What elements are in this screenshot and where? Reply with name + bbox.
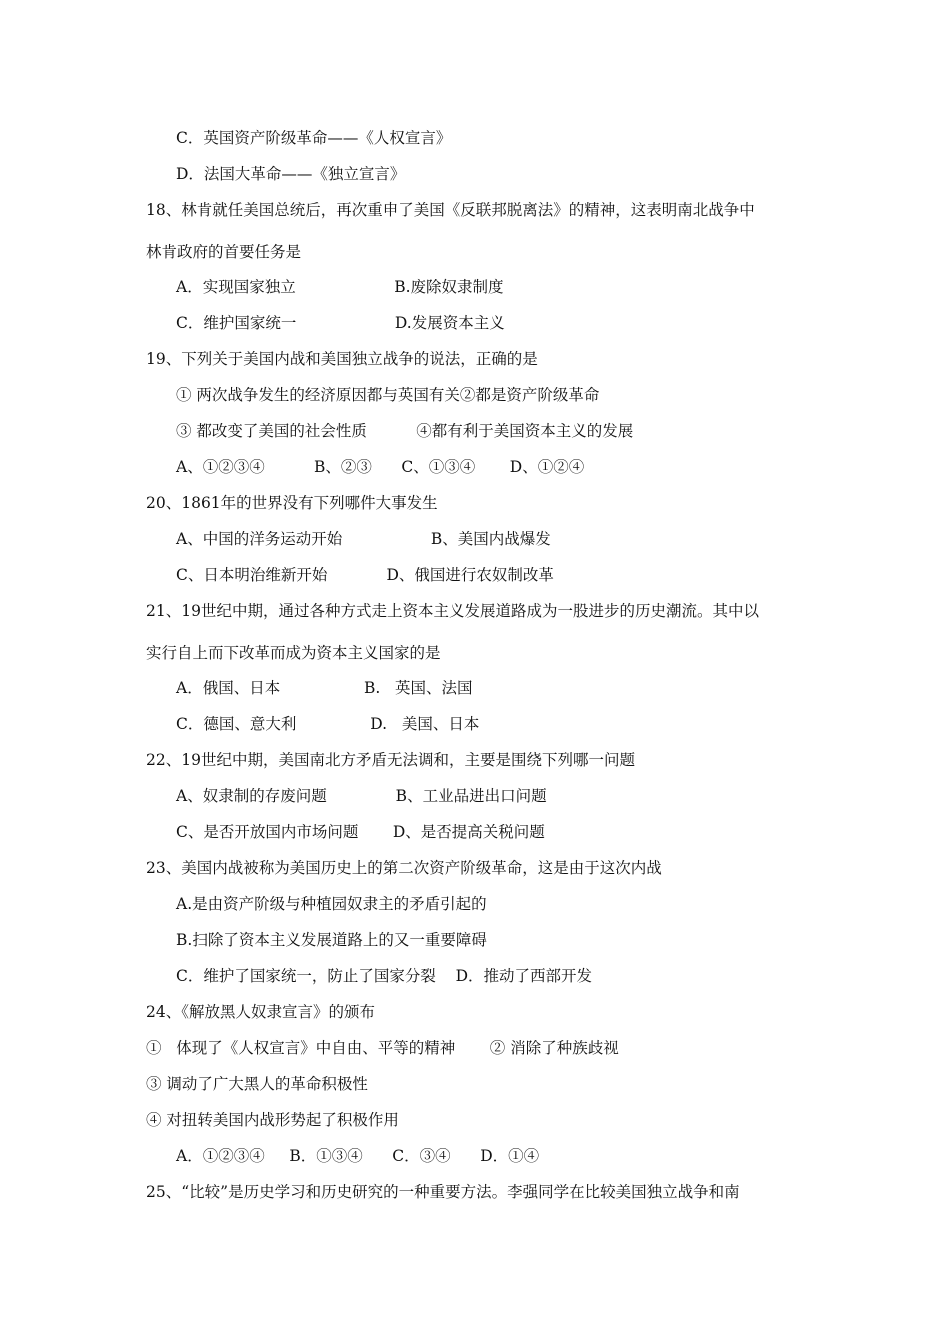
statement-24-1-2: ① 体现了《人权宣言》中自由、平等的精神 ② 消除了种族歧视 [146,1039,619,1057]
options-20-ab: A、中国的洋务运动开始 B、美国内战爆发 [176,530,551,548]
option-17c: C．英国资产阶级革命——《人权宣言》 [176,129,452,147]
question-24: 24、《解放黑人奴隶宣言》的颁布 [146,1003,375,1021]
options-21-ab: A．俄国、日本 B. 英国、法国 [176,679,473,697]
question-20: 20、1861年的世界没有下列哪件大事发生 [146,494,438,512]
options-21-cd: C．德国、意大利 D. 美国、日本 [176,715,480,733]
question-22: 22、19世纪中期，美国南北方矛盾无法调和，主要是围绕下列哪一问题 [146,751,635,769]
question-21-cont: 实行自上而下改革而成为资本主义国家的是 [146,644,441,662]
question-18: 18、林肯就任美国总统后，再次重申了美国《反联邦脱离法》的精神，这表明南北战争中 [146,201,755,219]
option-23b: B.扫除了资本主义发展道路上的又一重要障碍 [176,931,487,949]
options-23-cd: C．维护了国家统一，防止了国家分裂 D．推动了西部开发 [176,967,592,985]
statement-19-1-2: ① 两次战争发生的经济原因都与英国有关②都是资产阶级革命 [176,386,600,404]
options-18-cd: C．维护国家统一 D.发展资本主义 [176,314,505,332]
question-23: 23、美国内战被称为美国历史上的第二次资产阶级革命，这是由于这次内战 [146,859,662,877]
question-25: 25、“比较”是历史学习和历史研究的一种重要方法。李强同学在比较美国独立战争和南 [146,1183,740,1201]
options-18-ab: A．实现国家独立 B.废除奴隶制度 [176,278,504,296]
statement-24-3: ③ 调动了广大黑人的革命积极性 [146,1075,368,1093]
options-22-cd: C、是否开放国内市场问题 D、是否提高关税问题 [176,823,545,841]
question-18-cont: 林肯政府的首要任务是 [146,243,302,261]
question-19: 19、下列关于美国内战和美国独立战争的说法，正确的是 [146,350,538,368]
option-17d: D．法国大革命——《独立宣言》 [176,165,406,183]
option-23a: A.是由资产阶级与种植园奴隶主的矛盾引起的 [176,895,487,913]
options-19: A、①②③④ B、②③ C、①③④ D、①②④ [176,458,585,476]
statement-19-3-4: ③ 都改变了美国的社会性质 ④都有利于美国资本主义的发展 [176,422,634,440]
options-20-cd: C、日本明治维新开始 D、俄国进行农奴制改革 [176,566,554,584]
statement-24-4: ④ 对扭转美国内战形势起了积极作用 [146,1111,399,1129]
question-21: 21、19世纪中期，通过各种方式走上资本主义发展道路成为一股进步的历史潮流。其中以 [146,602,759,620]
options-22-ab: A、奴隶制的存废问题 B、工业品进出口问题 [176,787,547,805]
options-24: A．①②③④ B．①③④ C．③④ D．①④ [176,1147,540,1165]
